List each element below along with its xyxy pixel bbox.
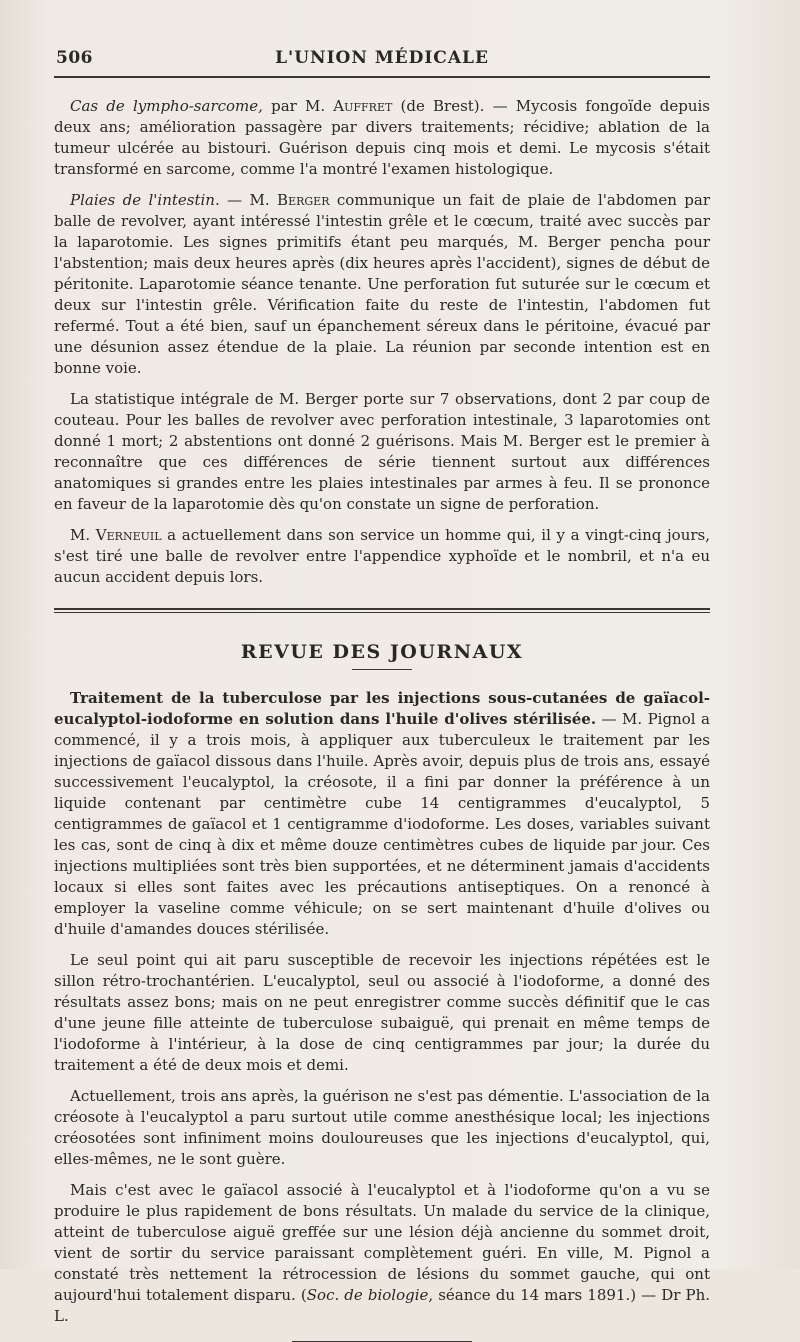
article-paragraph-1 [54,688,710,940]
article-title: Traitement de la tuberculose par les injections sous-cutanées de gaïacol-eucalyptol-iodoforme en solution dans l'huile d'olives stérilisée. [54,689,710,728]
page-number: 506 [56,48,93,68]
paragraph-plaies-intestin [54,190,710,379]
article-paragraph-2: Le seul point qui ait paru susceptible de recevoir les injections répétées est le sillon rétro-trochantérien. L'eucalyptol, seul ou associé à l'iodoforme, a donné des résultats assez bons; mais on ne peut enregistrer comme succès définitif que le cas d'une jeune fille atteinte de tuberculose subaiguë, qui prenait en même temps de l'iodoforme à l'intérieur, à la dose de cinq centigrammes par jour; la durée du traitement a été de deux mois et demi. [54,951,710,1074]
paragraph-statistique: La statistique intégrale de M. Berger porte sur 7 observations, dont 2 par coup de couteau. Pour les balles de revolver avec perforation intestinale, 3 laparotomies ont donné 1 mort; 2 abstentions ont donné 2 guérisons. Mais M. Berger est le premier à reconnaître que ces différences de série tiennent surtout aux différences anatomiques si grandes entre les plaies intestinales par armes à feu. Il se prononce en faveur de la laparotomie dès qu'on constate un signe de perforation. [54,390,710,513]
section-separator [54,608,710,613]
paragraph-lympho-sarcome [54,96,710,180]
source-open: ( [300,1286,307,1304]
author-name: Verneuil [95,526,162,544]
author-name: Auffret [333,97,393,115]
journal-title: L'UNION MÉDICALE [275,48,489,68]
author-prefix: par M. [262,97,334,115]
source-rest: , séance du 14 mars 1891.) — Dr Ph. L. [54,1286,711,1325]
title-rule [352,669,412,670]
paragraph-body: communique un fait de plaie de l'abdomen par balle de revolver, ayant intéressé l'intestin grêle et le cœcum, traité avec succès par la laparotomie. Les signes primitifs étant peu marqués, M. Berger pencha pour l'abstention; mais deux heures après (dix heures après l'accident), signes de début de péritonite. Laparotomie séance tenante. Une perforation fut suturée sur le cœcum et deux sur l'intestin grêle. Vérification faite du reste de l'intestin, l'abdomen fut refermé. Tout a été bien, sauf un épanchement séreux dans le péritoine, évacué par une désunion assez étendue de la plaie. La réunion par seconde intention est en bonne voie. [54,191,710,377]
paragraph-verneuil [54,525,710,588]
article-paragraph-4 [54,1180,710,1327]
article-paragraph-3: Actuellement, trois ans après, la guérison ne s'est pas démentie. L'association de la créosote à l'eucalyptol a paru surtout utile comme anesthésique local; les injections créosotées sont infiniment moins douloureuses que les injections d'eucalyptol, qui, elles-mêmes, ne le sont guère. [54,1087,710,1168]
paragraph-body: (de Brest). — Mycosis fongoïde depuis deux ans; amélioration passagère par divers traitements; récidive; ablation de la tumeur ulcérée au bistouri. Guérison depuis cinq mois et demi. Le mycosis s'était transformé en sarcome, comme l'a montré l'examen histologique. [54,97,710,178]
running-header [54,40,710,78]
author-name: Berger [277,191,330,209]
paragraph-body: a actuellement dans son service un homme qui, il y a vingt-cinq jours, s'est tiré une balle de revolver entre l'appendice xyphoïde et le nombril, et n'a eu aucun accident depuis lors. [54,526,710,586]
paragraph-lead: Plaies de l'intestin. [70,191,220,209]
article-intro: — M. Pignol a commencé, il y a trois mois, à appliquer aux tuberculeux le traitement par les injections de gaïacol dissous dans l'huile. Après avoir, depuis plus de trois ans, essayé successivement l'eucalyptol, la créosote, il a fini par donner la préférence à un liquide contenant par centimètre cube 14 centigrammes d'eucalyptol, 5 centigrammes de gaïacol et 1 centigramme d'iodoforme. Les doses, variables suivant les cas, sont de cinq à dix et même douze centimètres cubes de liquide par jour. Ces injections multipliées sont très bien supportées, et ne déterminent jamais d'accidents locaux si elles sont faites avec les précautions antiseptiques. On a renoncé à employer la vaseline comme véhicule; on se sert maintenant d'huile d'olives ou d'huile d'amandes douces stérilisée. [54,710,710,938]
paragraph-body: Mais c'est avec le gaïacol associé à l'eucalyptol et à l'iodoforme qu'on a vu se produire le plus rapidement de bons résultats. Un malade du service de la clinique, atteint de tuberculose aiguë greffée sur une lésion déjà ancienne du sommet droit, vient de sortir du service paraissant complètement guéri. En ville, M. Pignol a constaté très nettement la rétrocession de lésions du sommet gauche, qui ont aujourd'hui totalement disparu. [54,1181,710,1304]
source-name: Soc. de biologie [306,1286,429,1304]
author-prefix: — M. [219,191,278,209]
paragraph-lead: Cas de lympho-sarcome, [70,97,263,115]
author-prefix: M. [70,526,96,544]
section-title: REVUE DES JOURNAUX [240,641,524,663]
